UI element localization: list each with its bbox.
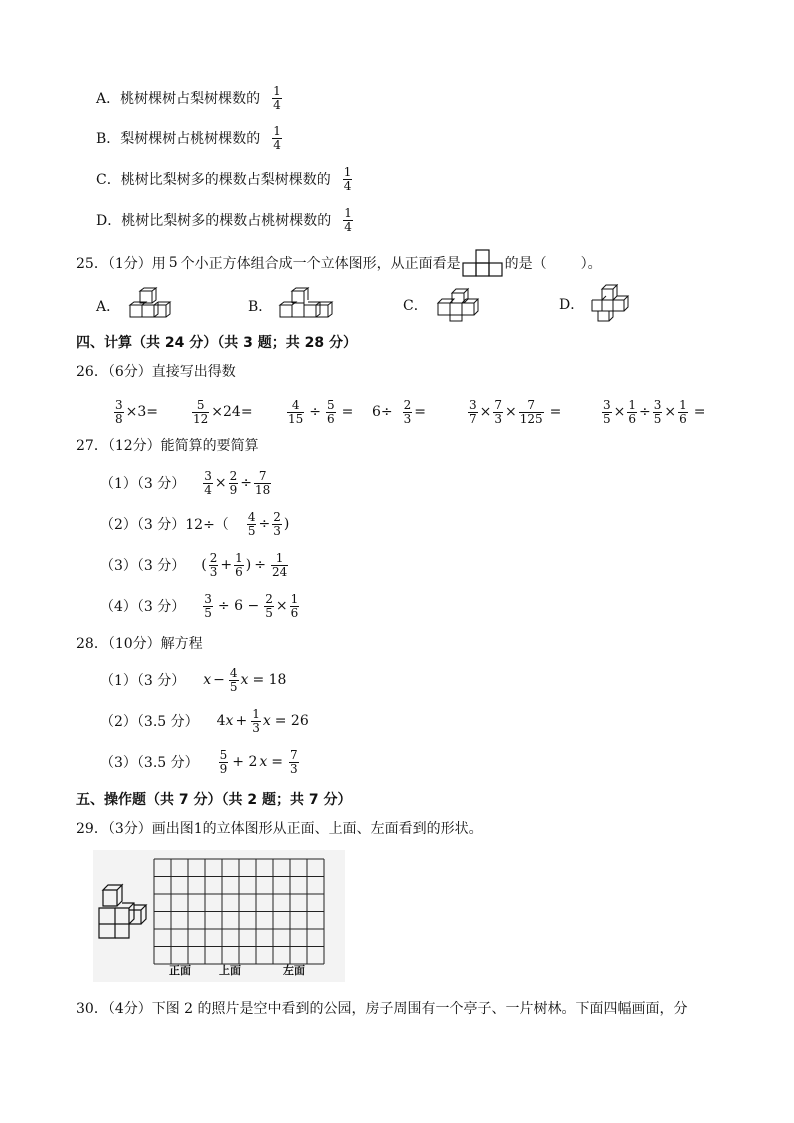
fraction xyxy=(326,399,336,426)
question-title: 28．（10分）解方程 xyxy=(76,636,203,652)
expression-pre: 6÷ xyxy=(372,404,393,420)
numerator: 7 xyxy=(527,397,536,412)
option-label: D． xyxy=(96,213,122,229)
fraction: $\frac{2}{9}$ xyxy=(229,468,238,497)
q25-option-c xyxy=(403,287,486,323)
denominator: 4 xyxy=(273,137,281,152)
expression-rest: ×3= xyxy=(125,404,159,420)
fraction xyxy=(403,399,413,426)
sub-label: （1）（3 分） xyxy=(100,476,186,492)
q25-option-a xyxy=(96,287,176,325)
option-text: 桃树比梨树多的棵数占桃树棵数的 xyxy=(121,213,332,229)
numerator: 1 xyxy=(273,83,281,98)
q28-sub-2: （2）（3.5 分） 4 x + $\frac{1}{3}$ x = 26 xyxy=(100,706,309,735)
q26-item-e xyxy=(466,395,561,429)
sub-label: （2）（3.5 分） xyxy=(100,714,199,730)
fraction xyxy=(627,399,637,426)
numerator: 3 xyxy=(653,397,662,412)
q24-option-c xyxy=(96,164,354,194)
q27-sub-2: （2）（3 分）12÷（ $\frac{4}{5}$ ÷ $\frac{2}{3}$ ) xyxy=(100,509,290,538)
q25-suffix: 的是（ xyxy=(504,256,547,272)
fraction: $\frac{2}{3}$ xyxy=(273,509,281,538)
q28-sub-1: （1）（3 分） x − $\frac{4}{5}$ x = 18 xyxy=(100,665,287,694)
q30-title xyxy=(76,993,688,1023)
numerator: 3 xyxy=(469,397,477,412)
numerator: 2 xyxy=(403,397,412,412)
q25-option-d xyxy=(559,284,632,324)
sub-label: （1）（3 分） xyxy=(100,673,186,689)
denominator: 15 xyxy=(288,411,304,426)
option-label: A． xyxy=(96,299,121,315)
fraction: $\frac{2}{5}$ xyxy=(265,591,273,620)
equation-rhs: = 18 xyxy=(252,672,287,688)
cube-figure-d-icon xyxy=(590,284,632,324)
option-label: D． xyxy=(559,297,585,313)
sub-label: （4）（3 分） xyxy=(100,599,186,615)
cube-figure-b-icon xyxy=(278,287,336,325)
fraction: $\frac{7}{3}$ xyxy=(290,747,298,776)
option-text: 梨树棵树占桃树棵数的 xyxy=(120,131,261,147)
q24-option-b xyxy=(96,123,284,153)
denominator: 125 xyxy=(519,411,543,426)
q27-sub-1: （1）（3 分） $\frac{3}{4}$ × $\frac{2}{9}$ ÷ $\frac{7}{18}$ xyxy=(100,468,271,497)
q25-close: ）。 xyxy=(580,256,602,272)
numerator: 1 xyxy=(343,164,352,179)
q26-item-b xyxy=(190,395,253,429)
section-title: 四、计算（共 24 分）（共 3 题；共 28 分） xyxy=(76,335,357,351)
question-title: 29．（3分）画出图1的立体图形从正面、上面、左面看到的形状。 xyxy=(76,821,483,837)
q25-middle: 个小正方体组合成一个立体图形，从正面看是 xyxy=(180,256,461,272)
sub-label: （3）（3.5 分） xyxy=(100,755,199,771)
grid-label-front: 正面 xyxy=(169,964,191,977)
denominator: 5 xyxy=(603,411,611,426)
fraction: $\frac{5}{9}$ xyxy=(219,747,228,776)
denominator: 7 xyxy=(469,411,477,426)
fraction xyxy=(272,125,282,152)
operator: ÷ xyxy=(639,404,651,420)
fraction: $\frac{4}{5}$ xyxy=(229,665,238,694)
option-text: 桃树棵树占梨树棵数的 xyxy=(120,91,261,107)
q26-title xyxy=(76,356,236,386)
q25-stem xyxy=(76,248,602,278)
sub-label: （3）（3 分） xyxy=(100,558,186,574)
drawing-grid[interactable] xyxy=(153,858,325,970)
denominator: 8 xyxy=(115,411,123,426)
option-label: B． xyxy=(96,131,121,147)
question-title: 30．（4分）下图 2 的照片是空中看到的公园，房子周围有一个亭子、一片树林。下面四幅画面，分 xyxy=(76,1001,688,1017)
sub-label: （2）（3 分）12÷（ xyxy=(100,517,229,533)
option-label: C． xyxy=(96,172,121,188)
q27-title xyxy=(76,430,259,460)
question-title: 27．（12分）能简算的要简算 xyxy=(76,438,259,454)
fraction xyxy=(468,399,478,426)
equals: = xyxy=(414,404,427,420)
cube-figure-a-icon xyxy=(126,287,176,325)
numerator: 1 xyxy=(628,397,637,412)
denominator: 6 xyxy=(679,411,687,426)
q26-item-f xyxy=(600,395,706,429)
fraction xyxy=(602,399,612,426)
section-title: 五、操作题（共 7 分）（共 2 题；共 7 分） xyxy=(76,792,352,808)
q27-sub-3: （3）（3 分） ( $\frac{2}{3}$ + $\frac{1}{6}$ ) ÷ $\frac{1}{24}$ xyxy=(100,550,288,579)
section-4-heading xyxy=(76,327,357,357)
q24-option-d xyxy=(96,205,355,235)
equals: = xyxy=(341,404,354,420)
question-title: 26．（6分）直接写出得数 xyxy=(76,364,236,380)
numerator: 4 xyxy=(291,397,300,412)
equation-rhs: = 26 xyxy=(274,713,309,729)
grid-label-top: 上面 xyxy=(219,964,241,977)
option-label: A． xyxy=(96,91,121,107)
q27-sub-4: （4）（3 分） $\frac{3}{5}$ ÷ 6 − $\frac{2}{5}$ × $\frac{1}{6}$ xyxy=(100,591,299,620)
front-view-icon xyxy=(462,248,504,278)
fraction: $\frac{4}{5}$ xyxy=(247,509,256,538)
denominator: 3 xyxy=(403,411,412,426)
numerator: 1 xyxy=(679,397,687,412)
q25-count: 5 xyxy=(168,255,178,271)
cube-stack-icon xyxy=(97,882,149,942)
fraction: $\frac{2}{3}$ xyxy=(209,550,218,579)
q28-sub-3: （3）（3.5 分） $\frac{5}{9}$ + 2 x = $\frac{7}{3}$ xyxy=(100,747,298,776)
denominator: 3 xyxy=(494,411,503,426)
fraction xyxy=(272,85,282,112)
fraction xyxy=(493,399,503,426)
option-label: B． xyxy=(248,299,273,315)
q25-prefix: 25．（1分）用 xyxy=(76,256,166,272)
q24-option-a xyxy=(96,83,284,113)
q26-item-c xyxy=(285,395,353,429)
operator: ÷ xyxy=(309,404,322,420)
numerator: 5 xyxy=(196,397,205,412)
fraction: $\frac{1}{3}$ xyxy=(252,706,260,735)
operator: × xyxy=(479,404,492,420)
denominator: 4 xyxy=(273,97,281,112)
numerator: 7 xyxy=(494,397,503,412)
q26-item-d xyxy=(372,395,426,429)
operator: × xyxy=(613,404,626,420)
denominator: 4 xyxy=(344,219,352,234)
fraction xyxy=(343,207,353,234)
fraction xyxy=(192,399,209,426)
fraction xyxy=(519,399,544,426)
denominator: 12 xyxy=(193,411,209,426)
q25-option-b xyxy=(248,287,336,325)
numerator: 3 xyxy=(603,397,611,412)
numerator: 1 xyxy=(344,205,352,220)
fraction: $\frac{1}{6}$ xyxy=(235,550,243,579)
fraction: $\frac{3}{4}$ xyxy=(204,468,212,497)
grid-label-left: 左面 xyxy=(283,964,305,977)
section-5-heading xyxy=(76,784,351,814)
denominator: 4 xyxy=(343,178,352,193)
equals: = xyxy=(549,404,562,420)
fraction xyxy=(678,399,688,426)
numerator: 5 xyxy=(327,397,335,412)
fraction: $\frac{1}{6}$ xyxy=(290,591,299,620)
denominator: 6 xyxy=(628,411,637,426)
option-text: 桃树比梨树多的棵数占梨树棵数的 xyxy=(120,172,331,188)
fraction xyxy=(287,399,304,426)
option-label: C． xyxy=(403,298,428,314)
equals: = xyxy=(693,404,706,420)
expression-rest: ×24= xyxy=(211,404,253,420)
denominator: 5 xyxy=(653,411,662,426)
denominator: 6 xyxy=(327,411,335,426)
q28-title xyxy=(76,628,203,658)
fraction xyxy=(114,399,124,426)
fraction xyxy=(653,399,663,426)
numerator: 1 xyxy=(273,123,281,138)
fraction: $\frac{3}{5}$ xyxy=(204,591,212,620)
operator: × xyxy=(664,404,677,420)
q29-title xyxy=(76,813,483,843)
operator: × xyxy=(505,404,517,420)
fraction xyxy=(343,166,353,193)
fraction: $\frac{7}{18}$ xyxy=(255,468,271,497)
numerator: 3 xyxy=(115,397,123,412)
cube-figure-c-icon xyxy=(434,287,486,323)
fraction: $\frac{1}{24}$ xyxy=(271,550,288,579)
q26-item-a xyxy=(112,395,158,429)
q29-figure xyxy=(93,850,345,982)
